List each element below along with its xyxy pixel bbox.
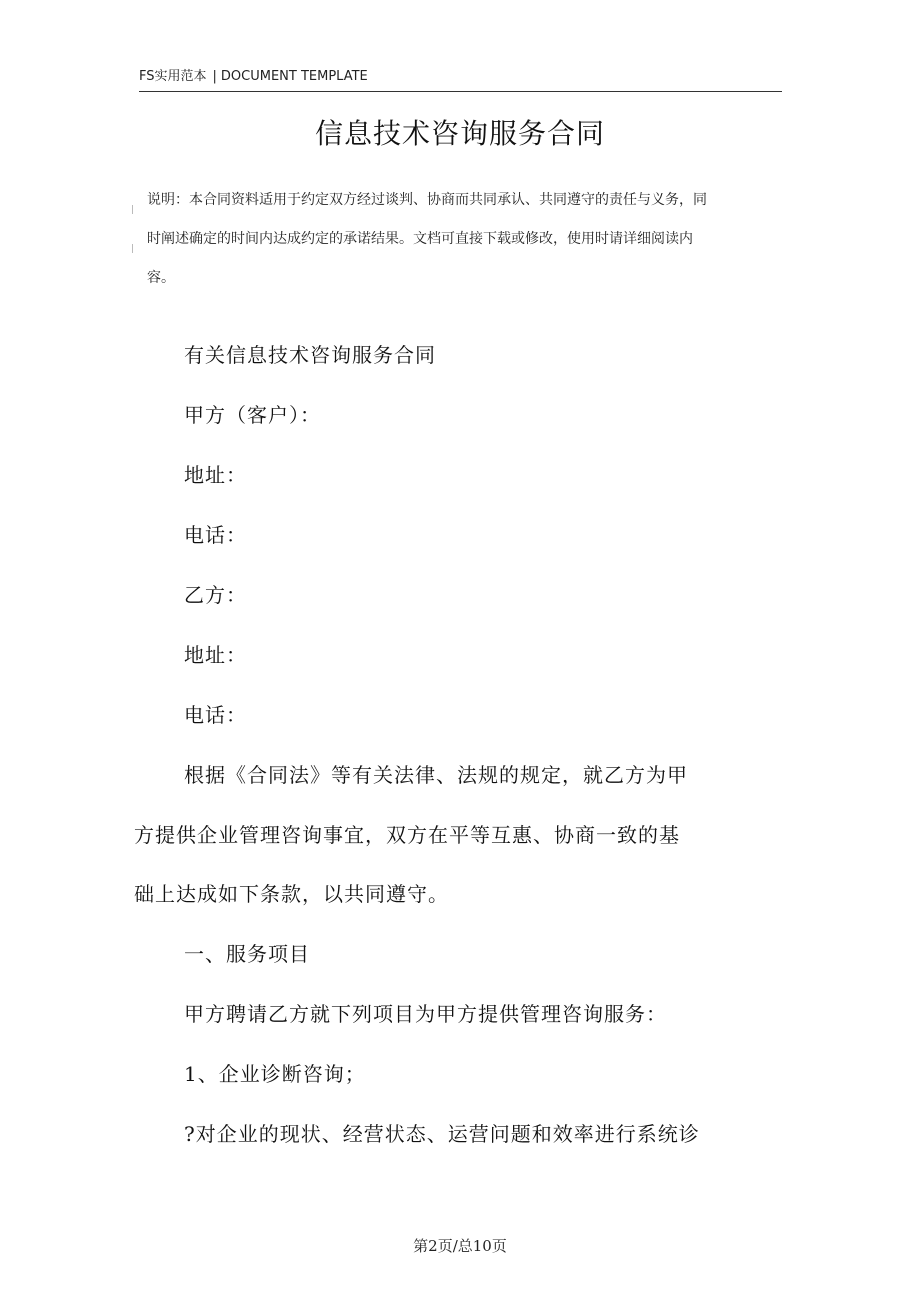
- description-note: 说明：本合同资料适用于约定双方经过谈判、协商而共同承认、共同遵守的责任与义务，同时阐述确定的时间内达成约定的承诺结果。文档可直接下载或修改，使用时请详细阅读内容。: [147, 192, 707, 286]
- party-a-address-label: 地址：: [184, 463, 247, 487]
- page-indicator: 第2页/总10页: [413, 1237, 507, 1255]
- party-b-phone-label: 电话：: [184, 703, 247, 727]
- list-item-detail: ?对企业的现状、经营状态、运营问题和效率进行系统诊: [184, 1122, 700, 1146]
- document-header: [139, 68, 782, 92]
- party-b-address-label: 地址：: [184, 643, 247, 667]
- margin-mark: [132, 244, 133, 253]
- margin-mark: [132, 205, 133, 214]
- contract-name: 有关信息技术咨询服务合同: [184, 343, 436, 367]
- party-b-label: 乙方：: [184, 583, 247, 607]
- party-a-phone-label: 电话：: [184, 523, 247, 547]
- list-item: 1、企业诊断咨询；: [184, 1062, 366, 1086]
- preamble-line: 根据《合同法》等有关法律、法规的规定，就乙方为甲: [184, 763, 688, 787]
- header-label: DOCUMENT TEMPLATE: [220, 69, 368, 84]
- header-separator: |: [212, 69, 217, 84]
- document-title: 信息技术咨询服务合同: [314, 117, 605, 150]
- header-brand: FS实用范本: [139, 69, 207, 84]
- preamble-line: 础上达成如下条款，以共同遵守。: [134, 882, 449, 906]
- party-a-label: 甲方（客户）：: [184, 403, 321, 427]
- section-heading: 一、服务项目: [184, 942, 310, 966]
- preamble-line: 方提供企业管理咨询事宜，双方在平等互惠、协商一致的基: [134, 823, 680, 847]
- section-intro: 甲方聘请乙方就下列项目为甲方提供管理咨询服务：: [184, 1002, 667, 1026]
